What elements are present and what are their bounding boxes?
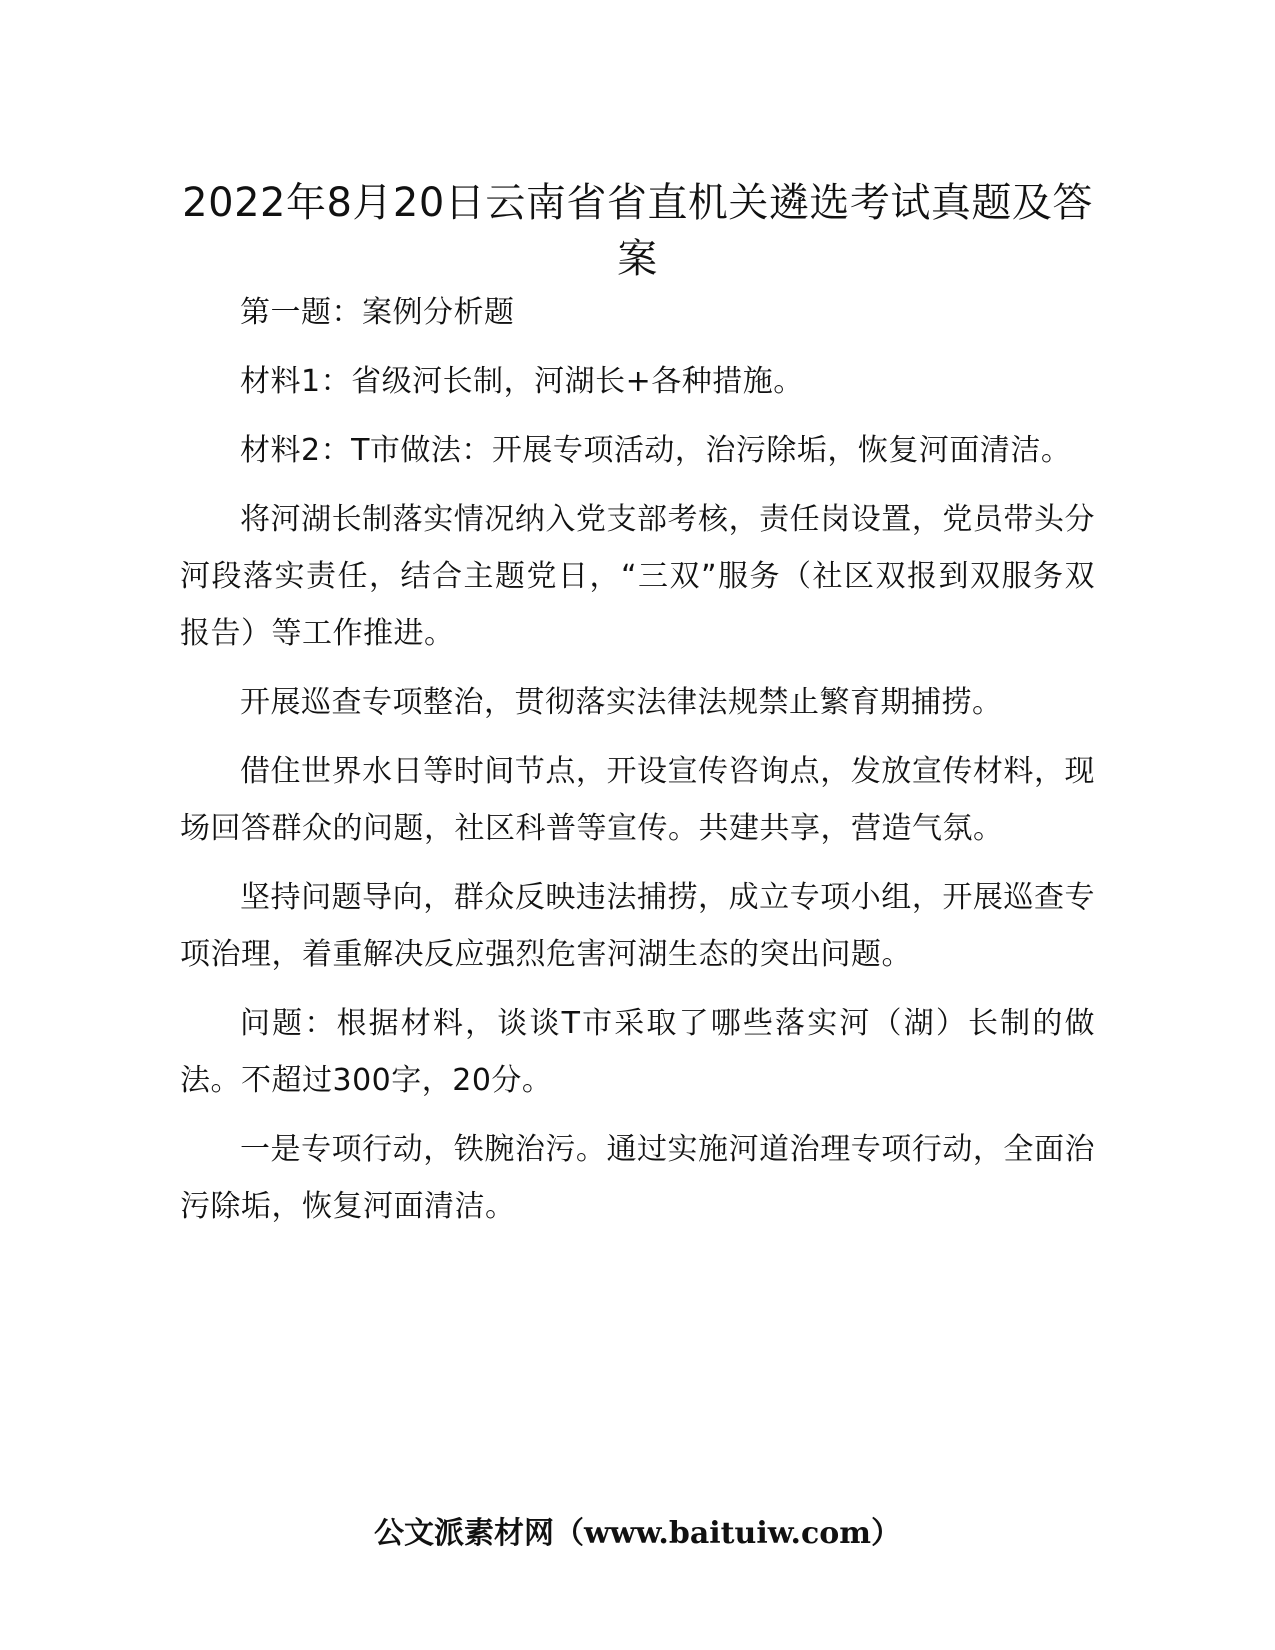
paragraph-question: 问题：根据材料，谈谈T市采取了哪些落实河（湖）长制的做法。不超过300字，20分。 — [180, 1006, 1095, 1098]
document-title: 2022年8月20日云南省省直机关遴选考试真题及答案 — [182, 179, 1093, 282]
paragraph-problem-oriented: 坚持问题导向，群众反映违法捕捞，成立专项小组，开展巡查专项治理，着重解决反应强烈危害河湖生态的突出问题。 — [180, 880, 1095, 972]
paragraph-answer-1: 一是专项行动，铁腕治污。通过实施河道治理专项行动，全面治污除垢，恢复河面清洁。 — [180, 1132, 1095, 1224]
page-footer-source: 公文派素材网（www.baituiw.com） — [373, 1516, 902, 1551]
paragraph-publicity: 借住世界水日等时间节点，开设宣传咨询点，发放宣传材料，现场回答群众的问题，社区科普等宣传。共建共享，营造气氛。 — [180, 754, 1095, 846]
paragraph-material-1: 材料1：省级河长制，河湖长+各种措施。 — [240, 364, 804, 399]
paragraph-party-assessment: 将河湖长制落实情况纳入党支部考核，责任岗设置，党员带头分河段落实责任，结合主题党日，“三双”服务（社区双报到双服务双报告）等工作推进。 — [180, 502, 1095, 651]
paragraph-question-heading: 第一题：案例分析题 — [240, 295, 515, 330]
paragraph-material-2: 材料2：T市做法：开展专项活动，治污除垢，恢复河面清洁。 — [240, 433, 1072, 468]
paragraph-patrol-rectification: 开展巡查专项整治，贯彻落实法律法规禁止繁育期捕捞。 — [240, 685, 1003, 720]
document-body — [180, 284, 1095, 1247]
